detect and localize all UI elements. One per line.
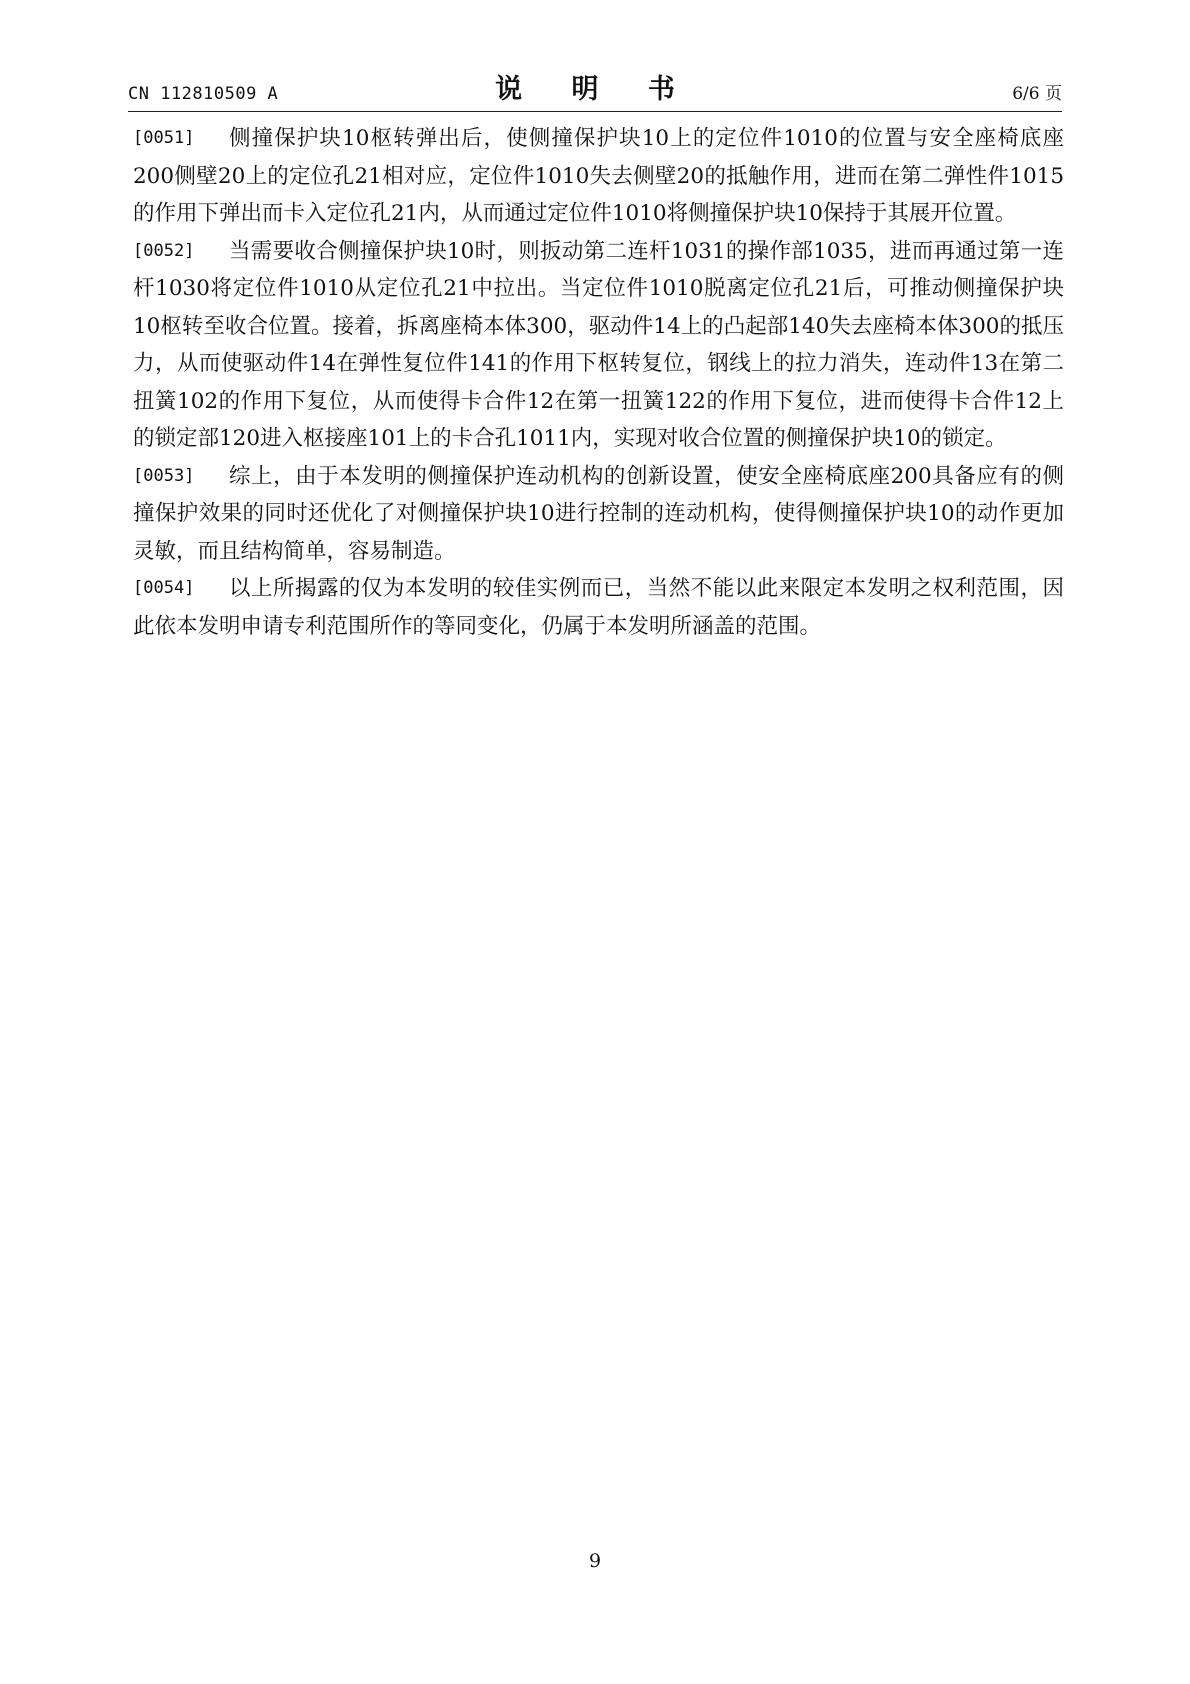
paragraph-0051 (133, 120, 1064, 233)
paragraph-number: [0054] (133, 578, 195, 598)
paragraph-0052 (133, 233, 1064, 458)
document-id: CN 112810509 A (128, 84, 279, 104)
document-title: 说 明 书 (495, 74, 695, 105)
paragraph-text: 以上所揭露的仅为本发明的较佳实例而已，当然不能以此来限定本发明之权利范围，因此依本发明申请专利范围所作的等同变化，仍属于本发明所涵盖的范围。 (133, 576, 1064, 639)
page-header (128, 68, 1062, 108)
page-indicator: 6/6 页 (1012, 84, 1062, 104)
paragraph-text: 侧撞保护块10枢转弹出后，使侧撞保护块10上的定位件1010的位置与安全座椅底座200侧壁20上的定位孔21相对应，定位件1010失去侧壁20的抵触作用，进而在第二弹性件1015的作用下弹出而卡入定位孔21内，从而通过定位件1010将侧撞保护块10保持于其展开位置。 (133, 126, 1064, 226)
paragraph-number: [0052] (133, 240, 195, 261)
document-body (133, 120, 1064, 645)
paragraph-0053 (133, 458, 1064, 571)
paragraph-text: 当需要收合侧撞保护块10时，则扳动第二连杆1031的操作部1035，进而再通过第一连杆1030将定位件1010从定位孔21中拉出。当定位件1010脱离定位孔21后，可推动侧撞保护块10枢转至收合位置。接着，拆离座椅本体300，驱动件14上的凸起部140失去座椅本体300的抵压力，从而使驱动件14在弹性复位件141的作用下枢转复位，钢线上的拉力消失，连动件13在第二扭簧102的作用下复位，从而使得卡合件12在第一扭簧122的作用下复位，进而使得卡合件12上的锁定部120进入枢接座101上的卡合孔1011内，实现对收合位置的侧撞保护块10的锁定。 (133, 238, 1064, 451)
page-number: 9 (588, 1550, 602, 1572)
header-rule (128, 111, 1062, 112)
paragraph-0054 (133, 570, 1064, 645)
paragraph-number: [0051] (133, 128, 195, 148)
paragraph-text: 综上，由于本发明的侧撞保护连动机构的创新设置，使安全座椅底座200具备应有的侧撞保护效果的同时还优化了对侧撞保护块10进行控制的连动机构，使得侧撞保护块10的动作更加灵敏，而且结构简单，容易制造。 (133, 463, 1064, 564)
paragraph-number: [0053] (133, 465, 195, 486)
